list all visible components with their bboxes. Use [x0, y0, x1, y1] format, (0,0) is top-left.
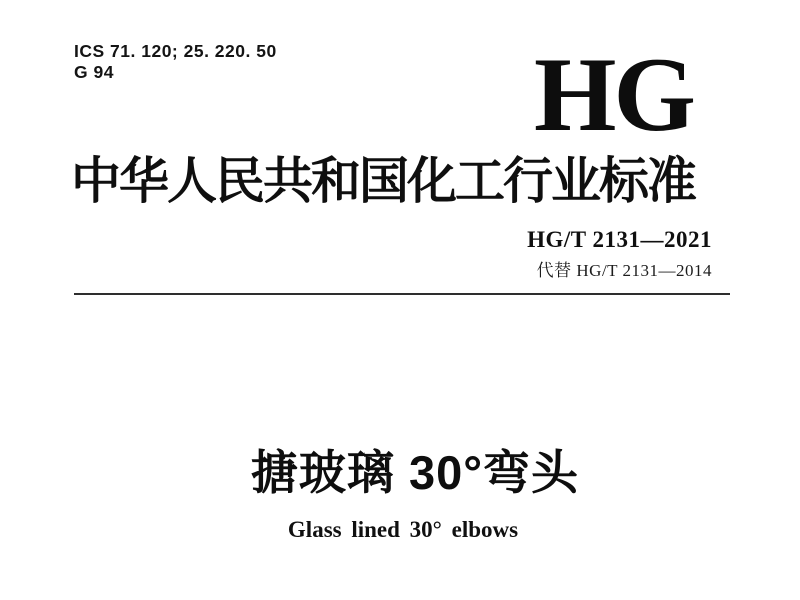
standard-category-title: 中华人民共和国化工行业标准 — [71, 153, 695, 209]
standard-number-block — [527, 227, 712, 281]
document-title-cn: 搪玻璃 30°弯头 — [250, 446, 580, 499]
standard-number: HG/T 2131—2021 — [527, 227, 712, 252]
classification-code: G 94 — [74, 61, 114, 82]
document-title-en: Glass lined 30° elbows — [287, 517, 519, 542]
ics-code: ICS 71. 120; 25. 220. 50 — [74, 41, 277, 61]
supersedes-note: 代替 HG/T 2131—2014 — [536, 261, 712, 280]
hg-standard-logo: HG — [534, 36, 693, 153]
header-divider-rule — [74, 293, 730, 295]
ics-classification-block — [74, 41, 277, 82]
